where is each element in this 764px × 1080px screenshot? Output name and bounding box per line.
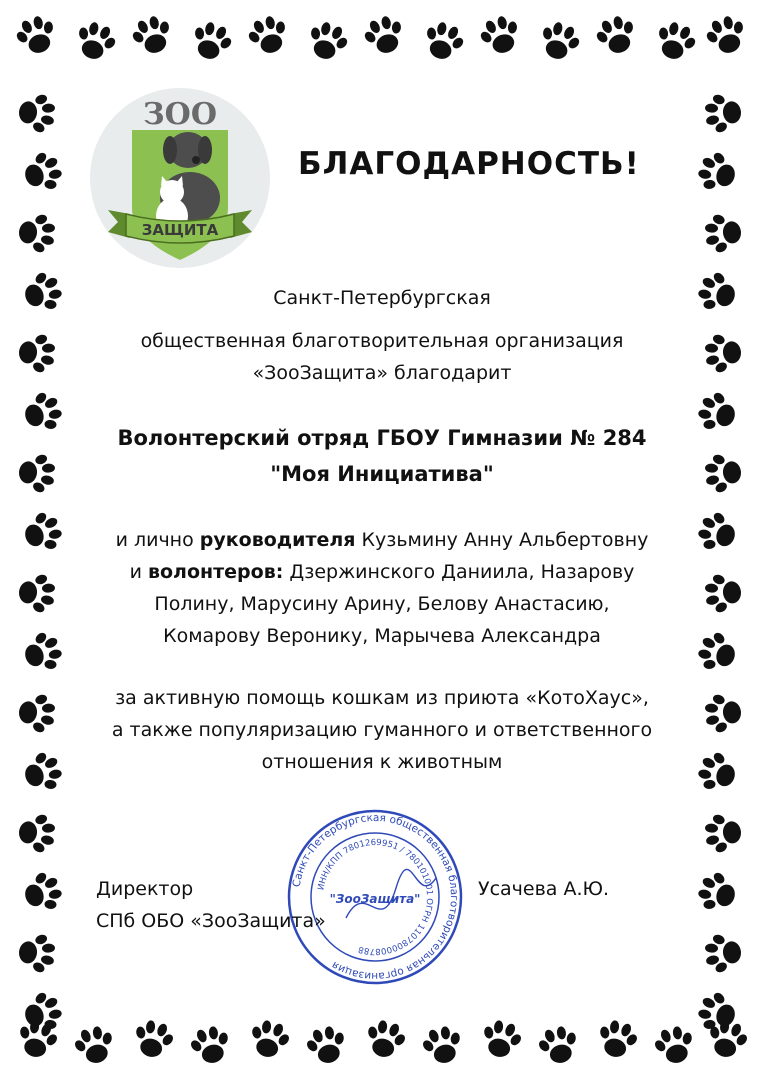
paw-icon [703, 571, 743, 615]
paw-icon [693, 387, 741, 438]
signer-name: Усачева А.Ю. [478, 878, 610, 900]
logo-top-text: ЗОО [143, 97, 217, 132]
zoozashchita-logo [90, 88, 270, 268]
paw-icon [186, 17, 237, 65]
page-title: БЛАГОДАРНОСТЬ! [298, 146, 640, 182]
paw-icon [475, 11, 526, 59]
paw-icon [359, 11, 410, 59]
leader-name: Кузьмину Анну Альбертовну [355, 529, 649, 551]
paw-icon [19, 267, 67, 318]
paw-icon [17, 211, 57, 255]
paw-icon [591, 11, 642, 59]
paw-icon [17, 931, 57, 975]
stamp-outer-text: Санкт-Петербургская общественная благотворительная организация [290, 811, 461, 983]
paw-icon [693, 147, 741, 198]
volunteers-line-1 [74, 556, 690, 588]
paw-icon [19, 627, 67, 678]
stamp-inner-text: ИНН/КПП 7801269951 / 780101001 ОГРН 1107800008788 [316, 837, 435, 957]
paw-icon [17, 91, 57, 135]
paw-icon [70, 1022, 119, 1068]
volunteers-label: волонтеров: [147, 561, 284, 583]
paw-icon [650, 17, 701, 65]
paw-icon [418, 17, 469, 65]
paw-icon [245, 1016, 294, 1062]
paw-icon [418, 1022, 467, 1068]
paw-icon [186, 1022, 235, 1068]
paw-icon [70, 17, 121, 65]
paw-icon [17, 691, 57, 735]
paw-icon [534, 17, 585, 65]
paw-icon [19, 747, 67, 798]
signer-role-line-1: Директор [96, 878, 194, 900]
paw-icon [302, 1022, 351, 1068]
reason-line-3: отношения к животным [261, 751, 503, 773]
paw-icon [19, 387, 67, 438]
paw-icon [693, 867, 741, 918]
paw-icon [534, 1022, 583, 1068]
paw-icon [703, 691, 743, 735]
leader-prefix: и лично [115, 529, 200, 551]
volunteers-line-2: Полину, Марусину Арину, Белову Анастасию, [154, 593, 610, 615]
volunteers-names-1: Дзержинского Даниила, Назарову [283, 561, 635, 583]
recipient-line-2: "Моя Инициатива" [270, 462, 494, 486]
paw-icon [17, 571, 57, 615]
volunteers-line-3: Комарову Веронику, Марычева Александра [163, 625, 601, 647]
reason-line-2: а также популяризацию гуманного и ответственного [111, 719, 653, 741]
paw-icon [693, 507, 741, 558]
paw-icon [693, 747, 741, 798]
paw-icon [129, 1016, 178, 1062]
leader-line [74, 524, 690, 556]
paw-icon [302, 17, 353, 65]
paw-icon [19, 507, 67, 558]
paw-icon [703, 211, 743, 255]
organization-stamp [286, 808, 464, 986]
org-line-3: «ЗооЗащита» благодарит [252, 362, 512, 384]
signer-role-line-2: СПб ОБО «ЗооЗащита» [96, 910, 326, 932]
paw-icon [593, 1016, 642, 1062]
paw-icon [17, 331, 57, 375]
paw-icon [703, 331, 743, 375]
paw-icon [703, 451, 743, 495]
stamp-center-text: "ЗооЗащита" [329, 892, 421, 906]
paw-icon [703, 91, 743, 135]
paw-icon [693, 267, 741, 318]
paw-icon [17, 811, 57, 855]
paw-icon [361, 1016, 410, 1062]
org-line-2: общественная благотворительная организация [140, 330, 624, 352]
paw-icon [650, 1022, 699, 1068]
logo-banner-text: ЗАЩИТА [141, 221, 219, 239]
paw-icon [703, 931, 743, 975]
leader-label: руководителя [199, 529, 356, 551]
paw-icon [243, 11, 294, 59]
paw-icon [19, 147, 67, 198]
recipient-line-1: Волонтерский отряд ГБОУ Гимназии № 284 [117, 426, 647, 450]
paw-icon [19, 867, 67, 918]
paw-icon [11, 11, 62, 59]
org-line-1: Санкт-Петербургская [273, 287, 491, 309]
paw-icon [17, 451, 57, 495]
paw-icon [477, 1016, 526, 1062]
paw-icon [701, 11, 752, 59]
reason-line-1: за активную помощь кошкам из приюта «КотоХаус», [115, 687, 649, 709]
paw-icon [693, 627, 741, 678]
volunteers-prefix: и [129, 561, 148, 583]
paw-icon [127, 11, 178, 59]
paw-icon [703, 811, 743, 855]
